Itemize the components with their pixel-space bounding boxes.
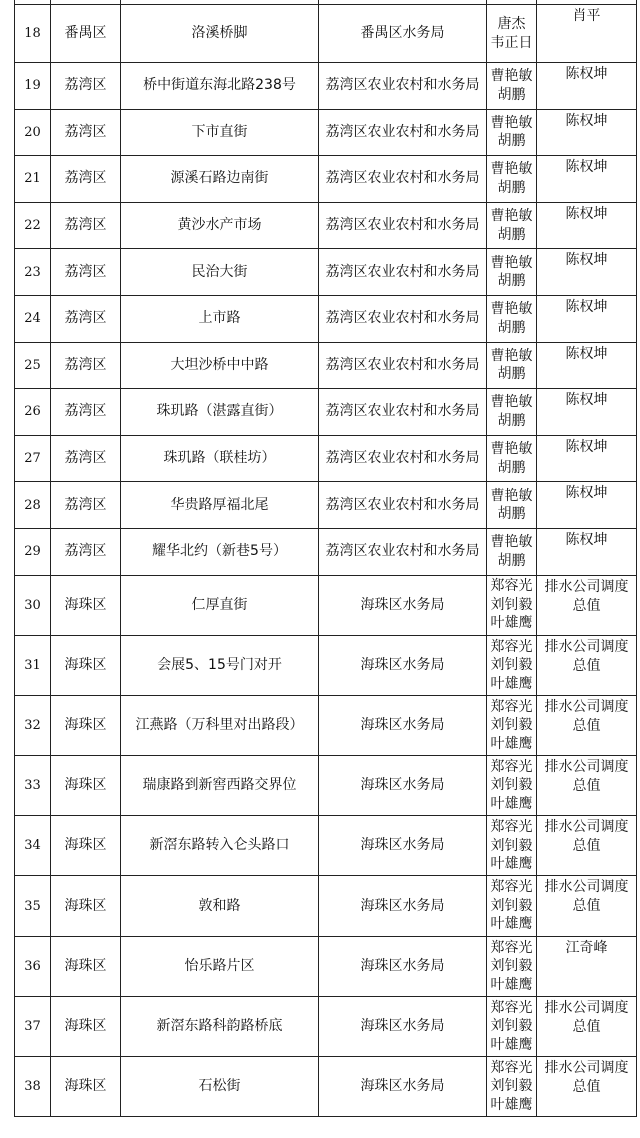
person-a-cell xyxy=(487,756,537,816)
district-cell: 荔湾区 xyxy=(51,63,121,110)
row-number: 30 xyxy=(15,575,51,635)
row-number: 35 xyxy=(15,876,51,936)
table-row xyxy=(15,936,637,996)
person-a-name: 叶雄鹰 xyxy=(490,795,533,812)
row-number: 22 xyxy=(15,202,51,249)
person-a-name: 刘钊毅 xyxy=(490,958,533,974)
location-cell: 桥中街道东海北路238号 xyxy=(121,63,319,110)
person-b-name: 总值 xyxy=(572,778,601,795)
table-row xyxy=(15,109,637,156)
person-a-name: 郑容光 xyxy=(490,939,533,956)
person-b-cell xyxy=(537,389,637,436)
person-a-name: 曹艳敏 xyxy=(490,208,533,225)
person-a-cell xyxy=(487,109,537,156)
responsible-unit-cell: 海珠区水务局 xyxy=(319,756,487,816)
district-cell: 荔湾区 xyxy=(51,389,121,436)
person-a-name: 胡鹏 xyxy=(497,226,526,243)
responsible-unit-cell: 番禺区水务局 xyxy=(319,5,487,63)
person-a-cell xyxy=(487,996,537,1056)
person-a-name: 胡鹏 xyxy=(497,179,526,196)
person-b-name: 总值 xyxy=(572,717,601,734)
row-number: 37 xyxy=(15,996,51,1056)
person-b-cell xyxy=(537,63,637,110)
person-b-name: 排水公司调度 xyxy=(544,698,629,715)
table-row xyxy=(15,996,637,1056)
person-a-name: 刘钊毅 xyxy=(490,897,533,914)
person-a-cell xyxy=(487,295,537,342)
table-row xyxy=(15,389,637,436)
person-b-cell xyxy=(537,876,637,936)
person-a-name: 叶雄鹰 xyxy=(490,615,533,632)
person-a-name: 胡鹏 xyxy=(497,133,526,150)
location-cell: 黄沙水产市场 xyxy=(121,202,319,249)
person-a-name: 郑容光 xyxy=(490,999,533,1016)
person-b-cell xyxy=(537,342,637,389)
district-cell: 海珠区 xyxy=(51,816,121,876)
person-a-cell xyxy=(487,816,537,876)
location-cell: 上市路 xyxy=(121,295,319,342)
responsible-unit-cell: 荔湾区农业农村和水务局 xyxy=(319,435,487,482)
table-row xyxy=(15,249,637,296)
location-cell: 新滘东路科韵路桥底 xyxy=(121,996,319,1056)
location-cell: 敦和路 xyxy=(121,876,319,936)
person-b-name: 排水公司调度 xyxy=(544,879,629,896)
location-cell: 洛溪桥脚 xyxy=(121,5,319,63)
responsible-unit-cell: 荔湾区农业农村和水务局 xyxy=(319,342,487,389)
location-cell: 大坦沙桥中中路 xyxy=(121,342,319,389)
responsible-unit-cell: 海珠区水务局 xyxy=(319,1057,487,1117)
person-b-cell xyxy=(537,435,637,482)
person-a-name: 刘钊毅 xyxy=(490,837,533,854)
person-b-cell xyxy=(537,156,637,203)
responsible-unit-cell: 海珠区水务局 xyxy=(319,816,487,876)
person-a-cell xyxy=(487,5,537,63)
row-number: 32 xyxy=(15,695,51,755)
person-b-name: 排水公司调度 xyxy=(544,578,629,595)
person-b-cell xyxy=(537,482,637,529)
person-a-name: 胡鹏 xyxy=(497,319,526,336)
person-b-name: 总值 xyxy=(572,657,601,674)
table-row xyxy=(15,1057,637,1117)
person-a-cell xyxy=(487,63,537,110)
person-b-cell xyxy=(537,249,637,296)
district-cell: 荔湾区 xyxy=(51,342,121,389)
district-cell: 海珠区 xyxy=(51,635,121,695)
table-row xyxy=(15,5,637,63)
row-number: 24 xyxy=(15,295,51,342)
row-number: 19 xyxy=(15,63,51,110)
responsible-unit-cell: 荔湾区农业农村和水务局 xyxy=(319,156,487,203)
table-row xyxy=(15,876,637,936)
person-b-cell xyxy=(537,695,637,755)
person-a-name: 曹艳敏 xyxy=(490,347,533,364)
person-b-cell xyxy=(537,109,637,156)
person-a-name: 叶雄鹰 xyxy=(490,675,533,692)
person-a-name: 韦正日 xyxy=(490,34,533,51)
person-b-cell xyxy=(537,528,637,575)
person-b-name: 排水公司调度 xyxy=(544,1060,629,1077)
person-b-cell xyxy=(537,996,637,1056)
person-a-name: 曹艳敏 xyxy=(490,441,533,458)
person-a-name: 曹艳敏 xyxy=(490,394,533,411)
person-a-name: 刘钊毅 xyxy=(490,657,533,674)
person-a-name: 郑容光 xyxy=(490,638,533,655)
location-cell: 新滘东路转入仑头路口 xyxy=(121,816,319,876)
person-a-name: 叶雄鹰 xyxy=(490,1036,533,1053)
row-number: 27 xyxy=(15,435,51,482)
responsible-unit-cell: 海珠区水务局 xyxy=(319,876,487,936)
person-a-name: 曹艳敏 xyxy=(490,161,533,178)
person-a-name: 郑容光 xyxy=(490,819,533,836)
district-cell: 海珠区 xyxy=(51,756,121,816)
table-row xyxy=(15,575,637,635)
table-row xyxy=(15,63,637,110)
person-b-name: 总值 xyxy=(572,1079,601,1096)
person-b-cell xyxy=(537,1057,637,1117)
person-a-name: 胡鹏 xyxy=(497,412,526,429)
person-a-name: 曹艳敏 xyxy=(490,534,533,551)
person-a-name: 郑容光 xyxy=(490,698,533,715)
person-b-name: 陈权坤 xyxy=(565,485,608,502)
person-a-name: 叶雄鹰 xyxy=(490,976,533,993)
location-cell: 华贵路厚福北尾 xyxy=(121,482,319,529)
person-b-name: 陈权坤 xyxy=(565,252,608,269)
person-a-cell xyxy=(487,695,537,755)
person-b-cell xyxy=(537,575,637,635)
location-cell: 源溪石路边南街 xyxy=(121,156,319,203)
person-a-cell xyxy=(487,528,537,575)
person-a-name: 郑容光 xyxy=(490,1059,533,1076)
person-a-cell xyxy=(487,575,537,635)
person-b-name: 陈权坤 xyxy=(565,438,608,455)
person-b-name: 排水公司调度 xyxy=(544,819,629,836)
location-cell: 怡乐路片区 xyxy=(121,936,319,996)
person-b-name: 总值 xyxy=(572,898,601,915)
person-a-name: 刘钊毅 xyxy=(490,1078,533,1095)
responsible-unit-cell: 荔湾区农业农村和水务局 xyxy=(319,249,487,296)
table-row xyxy=(15,528,637,575)
location-cell: 瑞康路到新窖西路交界位 xyxy=(121,756,319,816)
row-number: 36 xyxy=(15,936,51,996)
district-cell: 荔湾区 xyxy=(51,202,121,249)
person-a-name: 刘钊毅 xyxy=(490,717,533,734)
person-a-name: 曹艳敏 xyxy=(490,254,533,271)
row-number: 20 xyxy=(15,109,51,156)
person-a-name: 曹艳敏 xyxy=(490,114,533,131)
table-body xyxy=(15,0,637,1117)
responsible-unit-cell: 海珠区水务局 xyxy=(319,936,487,996)
responsible-unit-cell: 荔湾区农业农村和水务局 xyxy=(319,63,487,110)
person-b-name: 总值 xyxy=(572,838,601,855)
person-b-name: 陈权坤 xyxy=(565,205,608,222)
row-number: 18 xyxy=(15,5,51,63)
location-cell: 珠玑路（联桂坊） xyxy=(121,435,319,482)
person-a-cell xyxy=(487,635,537,695)
responsible-unit-cell: 荔湾区农业农村和水务局 xyxy=(319,389,487,436)
table-row xyxy=(15,635,637,695)
table-row xyxy=(15,816,637,876)
district-cell: 荔湾区 xyxy=(51,528,121,575)
person-a-name: 曹艳敏 xyxy=(490,68,533,85)
person-a-name: 郑容光 xyxy=(490,578,533,595)
person-a-name: 唐杰 xyxy=(497,16,526,32)
waterlogging-duty-table xyxy=(14,0,637,1117)
person-b-name: 陈权坤 xyxy=(565,298,608,315)
district-cell: 海珠区 xyxy=(51,936,121,996)
person-b-name: 总值 xyxy=(572,1018,601,1035)
row-number: 34 xyxy=(15,816,51,876)
person-a-name: 刘钊毅 xyxy=(490,596,533,613)
responsible-unit-cell: 荔湾区农业农村和水务局 xyxy=(319,295,487,342)
responsible-unit-cell: 海珠区水务局 xyxy=(319,695,487,755)
person-b-name: 陈权坤 xyxy=(565,66,608,82)
table-row xyxy=(15,295,637,342)
person-a-cell xyxy=(487,482,537,529)
person-a-name: 刘钊毅 xyxy=(490,777,533,794)
person-a-name: 曹艳敏 xyxy=(490,487,533,504)
person-a-cell xyxy=(487,156,537,203)
row-number: 23 xyxy=(15,249,51,296)
district-cell: 海珠区 xyxy=(51,876,121,936)
person-b-cell xyxy=(537,295,637,342)
district-cell: 荔湾区 xyxy=(51,482,121,529)
person-b-name: 总值 xyxy=(572,597,601,614)
table-row xyxy=(15,156,637,203)
person-a-name: 胡鹏 xyxy=(497,86,526,103)
district-cell: 荔湾区 xyxy=(51,109,121,156)
person-a-cell xyxy=(487,389,537,436)
table-row xyxy=(15,202,637,249)
row-number: 28 xyxy=(15,482,51,529)
person-a-cell xyxy=(487,342,537,389)
location-cell: 耀华北约（新巷5号） xyxy=(121,528,319,575)
district-cell: 荔湾区 xyxy=(51,249,121,296)
table-row xyxy=(15,756,637,816)
person-a-name: 叶雄鹰 xyxy=(490,735,533,752)
location-cell: 会展5、15号门对开 xyxy=(121,635,319,695)
person-b-cell xyxy=(537,816,637,876)
responsible-unit-cell: 荔湾区农业农村和水务局 xyxy=(319,109,487,156)
location-cell: 珠玑路（湛露直街） xyxy=(121,389,319,436)
row-number: 21 xyxy=(15,156,51,203)
person-a-name: 曹艳敏 xyxy=(490,301,533,318)
row-number: 38 xyxy=(15,1057,51,1117)
person-b-name: 陈权坤 xyxy=(565,392,608,409)
person-b-name: 陈权坤 xyxy=(565,345,608,362)
district-cell: 海珠区 xyxy=(51,996,121,1056)
person-a-name: 胡鹏 xyxy=(497,506,526,523)
person-a-name: 郑容光 xyxy=(490,879,533,896)
table-row xyxy=(15,695,637,755)
person-b-name: 陈权坤 xyxy=(565,159,608,176)
person-a-name: 胡鹏 xyxy=(497,459,526,476)
district-cell: 海珠区 xyxy=(51,695,121,755)
responsible-unit-cell: 荔湾区农业农村和水务局 xyxy=(319,482,487,529)
person-a-cell xyxy=(487,249,537,296)
person-b-cell xyxy=(537,202,637,249)
responsible-unit-cell: 海珠区水务局 xyxy=(319,996,487,1056)
person-a-name: 胡鹏 xyxy=(497,273,526,290)
district-cell: 番禺区 xyxy=(51,5,121,63)
person-a-name: 胡鹏 xyxy=(497,366,526,383)
person-a-name: 刘钊毅 xyxy=(490,1018,533,1035)
person-a-cell xyxy=(487,202,537,249)
table-row xyxy=(15,435,637,482)
person-b-name: 排水公司调度 xyxy=(544,999,629,1016)
row-number: 25 xyxy=(15,342,51,389)
person-a-name: 郑容光 xyxy=(490,758,533,775)
district-cell: 荔湾区 xyxy=(51,435,121,482)
table-row xyxy=(15,342,637,389)
person-b-cell xyxy=(537,756,637,816)
row-number: 29 xyxy=(15,528,51,575)
person-a-name: 胡鹏 xyxy=(497,552,526,569)
person-b-name: 江奇峰 xyxy=(565,939,608,956)
person-a-cell xyxy=(487,936,537,996)
location-cell: 石松街 xyxy=(121,1057,319,1117)
table-row xyxy=(15,482,637,529)
person-b-name: 肖平 xyxy=(572,8,601,24)
person-a-cell xyxy=(487,876,537,936)
location-cell: 下市直街 xyxy=(121,109,319,156)
responsible-unit-cell: 海珠区水务局 xyxy=(319,635,487,695)
district-cell: 海珠区 xyxy=(51,575,121,635)
location-cell: 江燕路（万科里对出路段） xyxy=(121,695,319,755)
person-a-name: 叶雄鹰 xyxy=(490,916,533,933)
location-cell: 民治大街 xyxy=(121,249,319,296)
district-cell: 荔湾区 xyxy=(51,156,121,203)
person-b-name: 陈权坤 xyxy=(565,112,608,129)
person-a-cell xyxy=(487,435,537,482)
person-b-name: 排水公司调度 xyxy=(544,759,629,776)
person-a-cell xyxy=(487,1057,537,1117)
district-cell: 荔湾区 xyxy=(51,295,121,342)
row-number: 26 xyxy=(15,389,51,436)
row-number: 31 xyxy=(15,635,51,695)
person-a-name: 叶雄鹰 xyxy=(490,856,533,873)
responsible-unit-cell: 荔湾区农业农村和水务局 xyxy=(319,528,487,575)
person-b-name: 陈权坤 xyxy=(565,531,608,548)
person-b-cell xyxy=(537,5,637,63)
person-b-cell xyxy=(537,635,637,695)
responsible-unit-cell: 荔湾区农业农村和水务局 xyxy=(319,202,487,249)
person-b-name: 排水公司调度 xyxy=(544,638,629,655)
person-a-name: 叶雄鹰 xyxy=(490,1096,533,1113)
responsible-unit-cell: 海珠区水务局 xyxy=(319,575,487,635)
location-cell: 仁厚直街 xyxy=(121,575,319,635)
row-number: 33 xyxy=(15,756,51,816)
person-b-cell xyxy=(537,936,637,996)
district-cell: 海珠区 xyxy=(51,1057,121,1117)
